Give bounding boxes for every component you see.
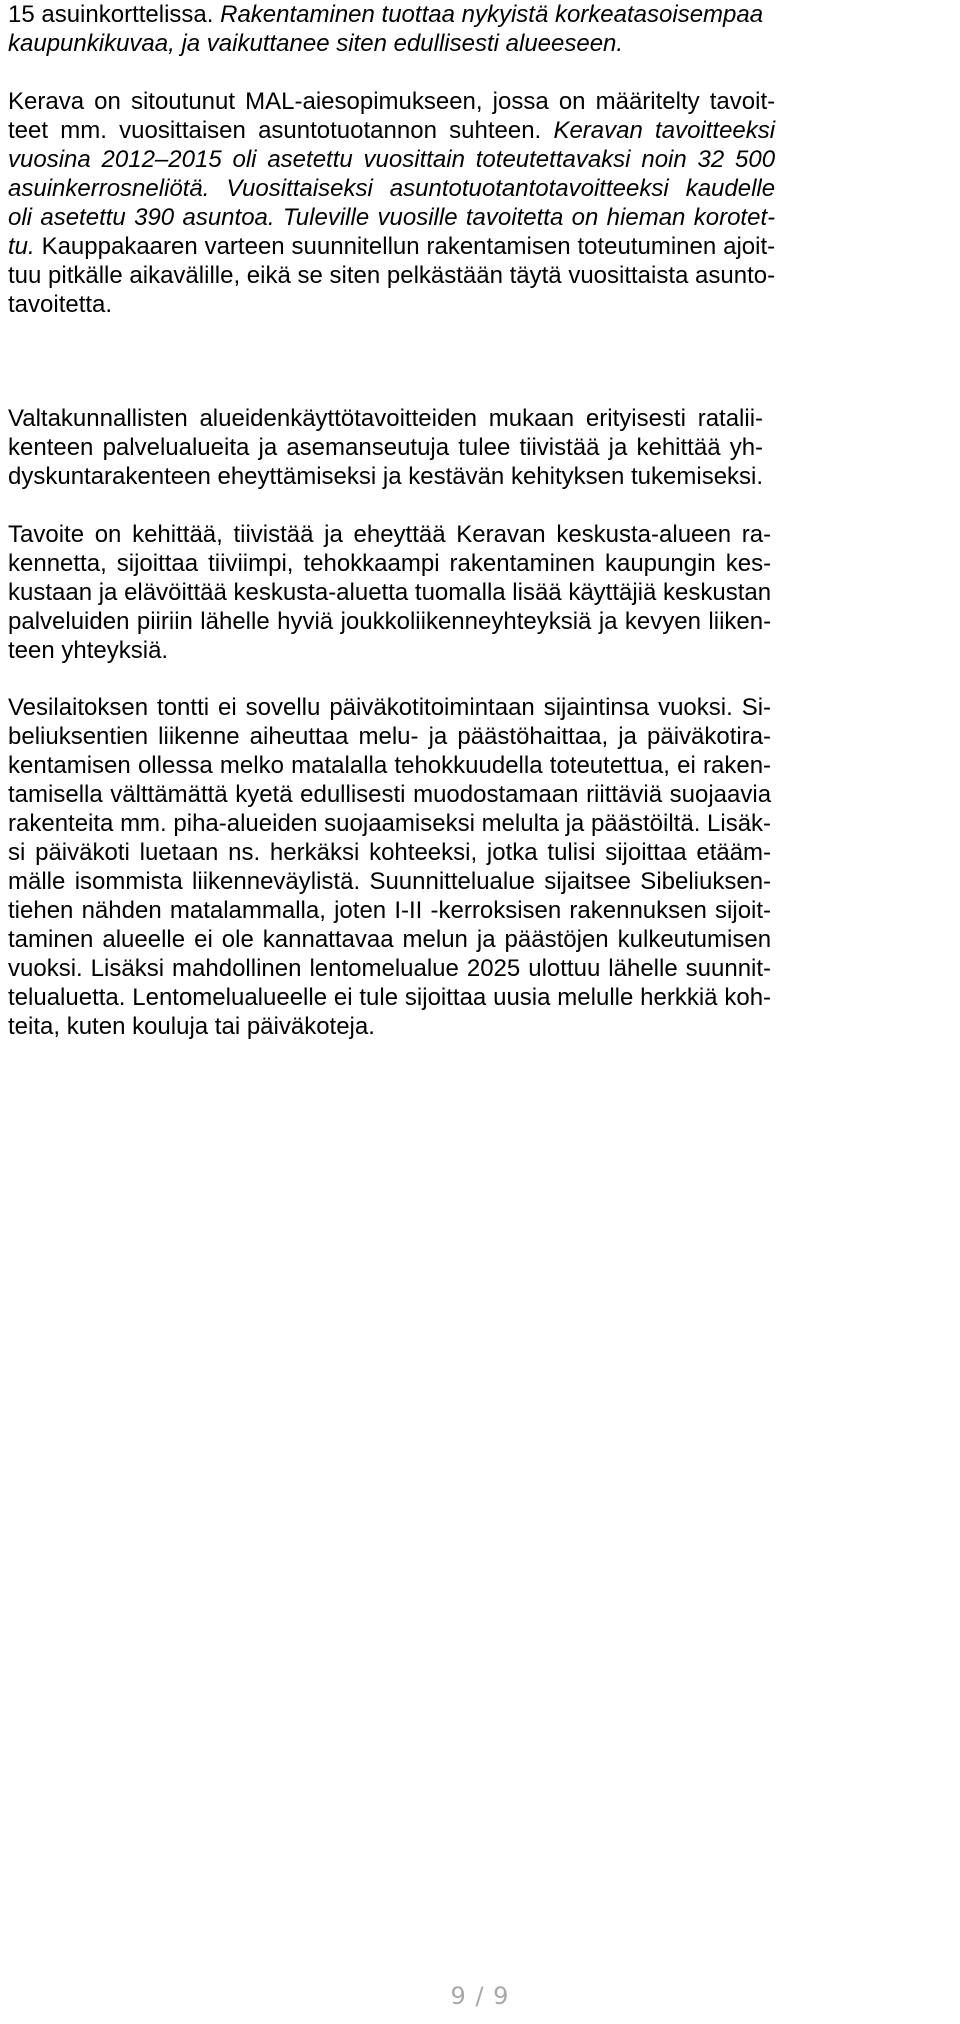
text-line [8, 29, 763, 58]
text-run: tamisella välttämättä kyetä edullisesti muodostamaan riittäviä suojaavia [8, 781, 772, 808]
text-run: 15 asuinkorttelissa. [8, 1, 221, 28]
text-run: tavoitetta. [8, 291, 113, 318]
text-run: Valtakunnallisten alueidenkäyttötavoitteiden mukaan erityisesti ratalii- [8, 405, 764, 432]
text-line [8, 433, 763, 462]
paragraph-5 [8, 693, 771, 1041]
text-line [8, 607, 771, 636]
paragraph-3 [8, 404, 763, 491]
text-line [8, 174, 775, 203]
text-run: kentamisen ollessa melko matalalla tehokkuudella toteutettua, ei raken- [8, 752, 772, 779]
text-line [8, 867, 771, 896]
text-line [8, 116, 775, 145]
text-run: Kauppakaaren varteen suunnitellun rakentamisen toteutuminen ajoit- [41, 233, 776, 260]
text-run: teita, kuten kouluja tai päiväkoteja. [8, 1013, 375, 1040]
text-run: Vesilaitoksen tontti ei sovellu päiväkotitoimintaan sijaintinsa vuoksi. Si- [8, 694, 772, 721]
text-line [8, 203, 775, 232]
page-number: 9 / 9 [450, 1982, 510, 2010]
text-run: si päiväkoti luetaan ns. herkäksi kohteeksi, jotka tulisi sijoittaa etääm- [8, 839, 772, 866]
text-line [8, 838, 771, 867]
text-line [8, 636, 771, 665]
text-line [8, 520, 771, 549]
paragraph-1 [8, 0, 763, 58]
text-run: Kerava on sitoutunut MAL-aiesopimukseen, jossa on määritelty tavoit- [8, 88, 776, 115]
italic-text-run: oli asetettu 390 asuntoa. Tuleville vuosille tavoitetta on hieman korotet- [8, 204, 776, 231]
text-line [8, 809, 771, 838]
text-run: kennetta, sijoittaa tiiviimpi, tehokkaampi rakentaminen kaupungin kes- [8, 550, 772, 577]
text-line [8, 780, 771, 809]
text-run: beliuksentien liikenne aiheuttaa melu- ja päästöhaittaa, ja päiväkotira- [8, 723, 772, 750]
text-line [8, 1012, 771, 1041]
text-line [8, 549, 771, 578]
text-line [8, 87, 775, 116]
text-line [8, 232, 775, 261]
text-line [8, 693, 771, 722]
text-run: mälle isommista liikenneväylistä. Suunnittelualue sijaitsee Sibeliuksen- [8, 868, 772, 895]
text-line [8, 462, 763, 491]
text-line [8, 578, 771, 607]
text-run: tuu pitkälle aikavälille, eikä se siten pelkästään täytä vuosittaista asunto- [8, 262, 776, 289]
text-line [8, 751, 771, 780]
text-run: palveluiden piiriin lähelle hyviä joukkoliikenneyhteyksiä ja kevyen liiken- [8, 608, 772, 635]
italic-text-run: Keravan tavoitteeksi [553, 117, 776, 144]
text-line [8, 290, 775, 319]
text-run: Tavoite on kehittää, tiivistää ja eheyttää Keravan keskusta-alueen ra- [8, 521, 772, 548]
text-run: teen yhteyksiä. [8, 637, 169, 664]
text-run: teet mm. vuosittaisen asuntotuotannon suhteen. [8, 117, 554, 144]
italic-text-run: tu. [8, 233, 42, 260]
italic-text-run: Rakentaminen tuottaa nykyistä korkeatasoisempaa [220, 1, 764, 28]
text-line [8, 0, 763, 29]
italic-text-run: vuosina 2012–2015 oli asetettu vuosittain toteutettavaksi noin 32 500 [8, 146, 776, 173]
text-line [8, 722, 771, 751]
text-run: taminen alueelle ei ole kannattavaa melun ja päästöjen kulkeutumisen [8, 926, 772, 953]
text-run: vuoksi. Lisäksi mahdollinen lentomelualue 2025 ulottuu lähelle suunnit- [8, 955, 772, 982]
text-run: dyskuntarakenteen eheyttämiseksi ja kestävän kehityksen tukemiseksi. [8, 463, 764, 490]
italic-text-run: asuinkerrosneliötä. Vuosittaiseksi asuntotuotantotavoitteeksi kaudelle [8, 175, 776, 202]
text-run: kustaan ja elävöittää keskusta-aluetta tuomalla lisää käyttäjiä keskustan [8, 579, 772, 606]
text-line [8, 954, 771, 983]
text-line [8, 925, 771, 954]
text-line [8, 896, 771, 925]
text-line [8, 983, 771, 1012]
text-run: kenteen palvelualueita ja asemanseutuja tulee tiivistää ja kehittää yh- [8, 434, 764, 461]
text-line [8, 261, 775, 290]
text-line [8, 404, 763, 433]
text-line [8, 145, 775, 174]
text-run: tiehen nähden matalammalla, joten I-II -kerroksisen rakennuksen sijoit- [8, 897, 772, 924]
paragraph-2 [8, 87, 775, 319]
paragraph-4 [8, 520, 771, 665]
text-run: rakenteita mm. piha-alueiden suojaamiseksi melulta ja päästöiltä. Lisäk- [8, 810, 772, 837]
italic-text-run: kaupunkikuvaa, ja vaikuttanee siten edullisesti alueeseen. [8, 30, 624, 57]
text-run: telualuetta. Lentomelualueelle ei tule sijoittaa uusia melulle herkkiä koh- [8, 984, 772, 1011]
